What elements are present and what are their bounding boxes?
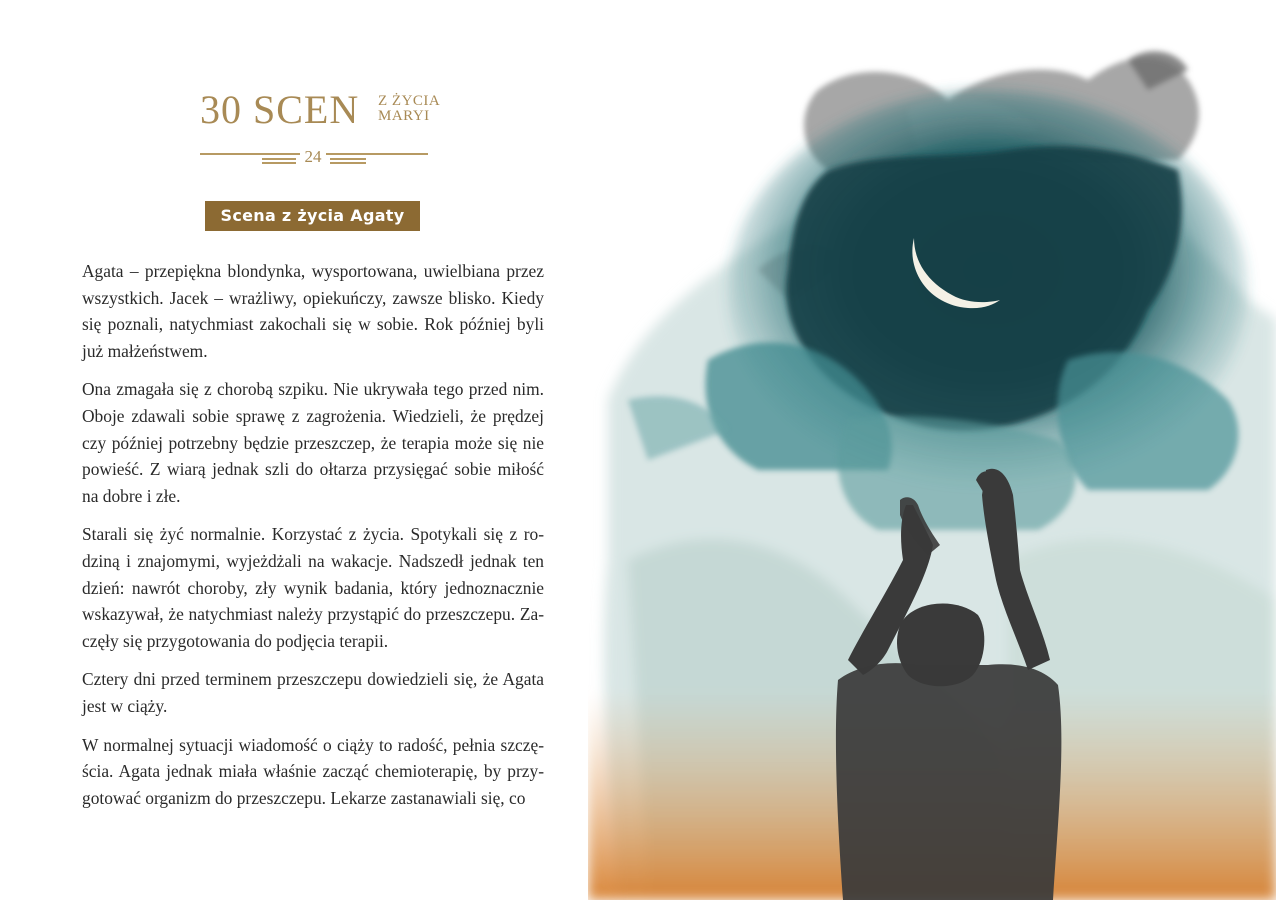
text-page xyxy=(0,0,620,900)
paragraph: W normalnej sytuacji wiadomość o ciąży to radość, pełnia szczęścia. Agata jednak miała właśnie zacząć chemioterapię, by przygotować organizm do przeszczepu. Lekarze zastanawiali się, co xyxy=(82,734,544,808)
scene-title-badge: Scena z życia Agaty xyxy=(205,201,420,231)
ornament-rule-left xyxy=(262,158,296,160)
ornament-rule-right-2 xyxy=(330,162,366,164)
book-masthead xyxy=(200,88,460,148)
paragraph: Ona zmagała się z chorobą szpiku. Nie ukrywała tego przed nim. Oboje zdawali sobie sprawę z zagrożenia. Wiedzieli, że prędzej czy później potrzebny będzie przeszczep, że terapia może się nie powieść. Z wiarą jednak szli do ołtarza przysięgać sobie miłość na dobre i złe. xyxy=(82,379,544,506)
page-number-ornament xyxy=(200,146,428,168)
article-body xyxy=(82,258,544,823)
watercolor-illustration xyxy=(588,0,1276,900)
paragraph: Starali się żyć normalnie. Korzystać z życia. Spotykali się z rodziną i znajomymi, wyjeżdżali na wakacje. Nadszedł jednak ten dzień: nawrót choroby, zły wynik badania, który jednoznacznie wskazywał, że natychmiast należy przystąpić do przeszczepu. Zaczęły się przygotowania do podjęcia terapii. xyxy=(82,524,544,651)
ornament-rule-right xyxy=(330,158,366,160)
masthead-subtitle xyxy=(378,94,440,124)
ornament-rule-left-2 xyxy=(262,162,296,164)
masthead-title: 30 SCEN xyxy=(200,87,360,132)
masthead-subtitle-line-2: MARYI xyxy=(378,108,430,124)
illustration-page xyxy=(588,0,1276,900)
paragraph: Cztery dni przed terminem przeszczepu dowiedzieli się, że Agata jest w ciąży. xyxy=(82,669,544,716)
masthead-subtitle-line-1: Z ŻYCIA xyxy=(378,93,441,109)
paragraph: Agata – przepiękna blondynka, wysportowana, uwielbiana przez wszystkich. Jacek – wrażliwy, opiekuńczy, zawsze blisko. Kiedy się poznali, natychmiast zakochali się w sobie. Rok później byli już małżeństwem. xyxy=(82,261,544,361)
page-number: 24 xyxy=(300,146,326,168)
